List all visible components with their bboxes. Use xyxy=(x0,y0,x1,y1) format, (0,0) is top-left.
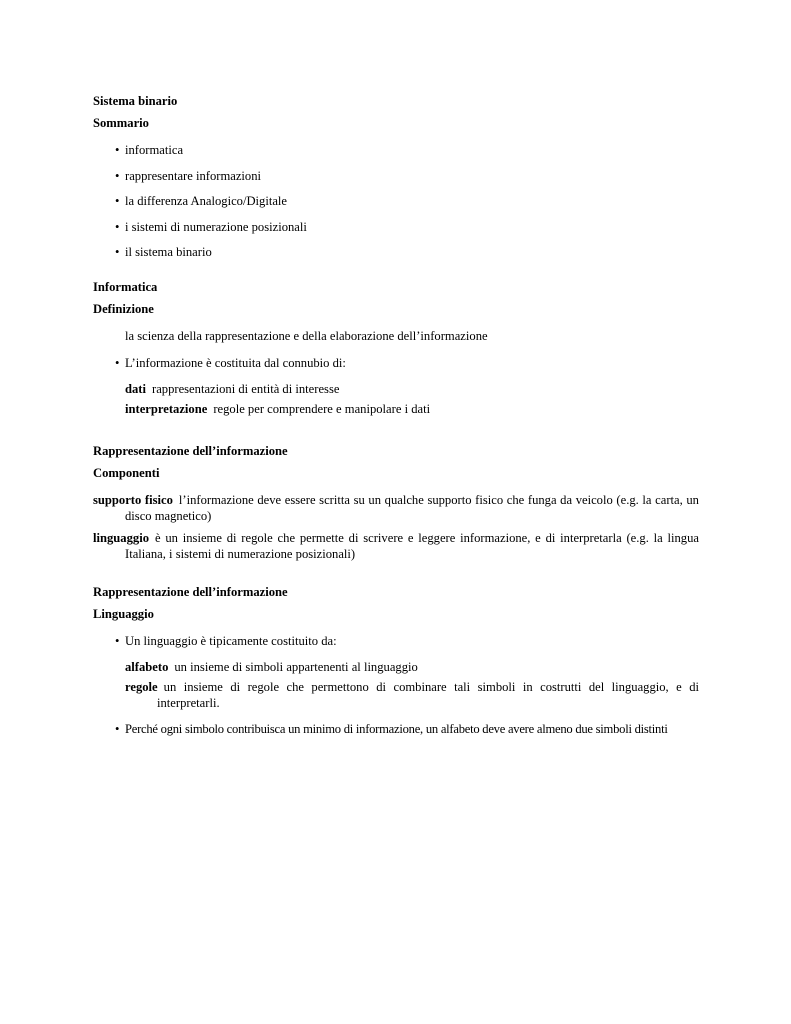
term-label: dati xyxy=(125,381,146,396)
list-item: • L’informazione è costituita dal connubio di: xyxy=(115,356,346,371)
section-subtitle: Definizione xyxy=(93,302,154,317)
section-subtitle: Componenti xyxy=(93,465,160,480)
section-sistema-binario xyxy=(93,93,699,260)
section-title: Rappresentazione dell’informazione xyxy=(93,443,288,458)
bullet-icon: • xyxy=(115,143,120,157)
term-desc: rappresentazioni di entità di interesse xyxy=(152,381,340,396)
term-item xyxy=(125,381,699,397)
term-list xyxy=(125,381,699,417)
bullet-icon: • xyxy=(115,245,120,260)
term-item xyxy=(125,679,699,711)
list-item: • i sistemi di numerazione posizionali xyxy=(115,219,307,234)
term-desc: regole per comprendere e manipolare i dati xyxy=(213,401,431,416)
list-item: • la differenza Analogico/Digitale xyxy=(115,194,288,209)
term-item xyxy=(93,492,699,524)
term-desc: un insieme di simboli appartenenti al linguaggio xyxy=(174,659,418,674)
section-title: Sistema binario xyxy=(93,94,178,108)
term-label: alfabeto xyxy=(125,659,169,674)
bullet-icon: • xyxy=(115,356,120,371)
language-list-2 xyxy=(93,721,699,737)
term-list xyxy=(125,659,699,711)
term-desc: l’informazione deve essere scritta su un qualche supporto fisico che funga da veicolo (e.g. la carta, un disco magnetico) xyxy=(125,492,699,523)
language-list xyxy=(93,633,699,649)
term-label: interpretazione xyxy=(125,401,208,416)
section-linguaggio xyxy=(93,584,699,737)
term-item xyxy=(125,401,699,417)
bullet-icon: • xyxy=(115,219,120,234)
definition-quote: la scienza della rappresentazione e della elaborazione dell’informazione xyxy=(125,329,488,344)
term-desc: è un insieme di regole che permette di scrivere e leggere informazione, e di interpretarla (e.g. la lingua Italiana, i sistemi di numerazione posizionali) xyxy=(125,530,699,561)
bullet-icon: • xyxy=(115,633,120,648)
term-item xyxy=(125,659,699,675)
bullet-icon: • xyxy=(115,721,120,736)
term-item xyxy=(93,530,699,562)
section-informatica xyxy=(93,279,699,417)
list-item: • Perché ogni simbolo contribuisca un minimo di informazione, un alfabeto deve avere almeno due simboli distinti xyxy=(115,721,668,736)
term-label: linguaggio xyxy=(93,530,149,545)
list-item: • rappresentare informazioni xyxy=(115,168,262,183)
document-page xyxy=(93,93,699,746)
term-list xyxy=(93,492,699,562)
summary-list xyxy=(93,142,699,260)
list-item: • il sistema binario xyxy=(115,245,212,260)
list-item: • Un linguaggio è tipicamente costituito da: xyxy=(115,633,337,648)
bullet-icon: • xyxy=(115,168,120,183)
section-title: Informatica xyxy=(93,280,158,295)
section-title: Rappresentazione dell’informazione xyxy=(93,584,288,599)
bullet-icon: • xyxy=(115,194,120,209)
term-label: regole xyxy=(125,679,158,694)
term-label: supporto fisico xyxy=(93,492,173,507)
list-item: • informatica xyxy=(115,143,184,157)
term-desc: un insieme di regole che permettono di combinare tali simboli in costrutti del linguaggio, e di interpretarli. xyxy=(157,679,699,710)
section-subtitle: Sommario xyxy=(93,116,149,130)
section-subtitle: Linguaggio xyxy=(93,606,154,621)
definition-list xyxy=(93,355,699,371)
section-componenti xyxy=(93,443,699,562)
